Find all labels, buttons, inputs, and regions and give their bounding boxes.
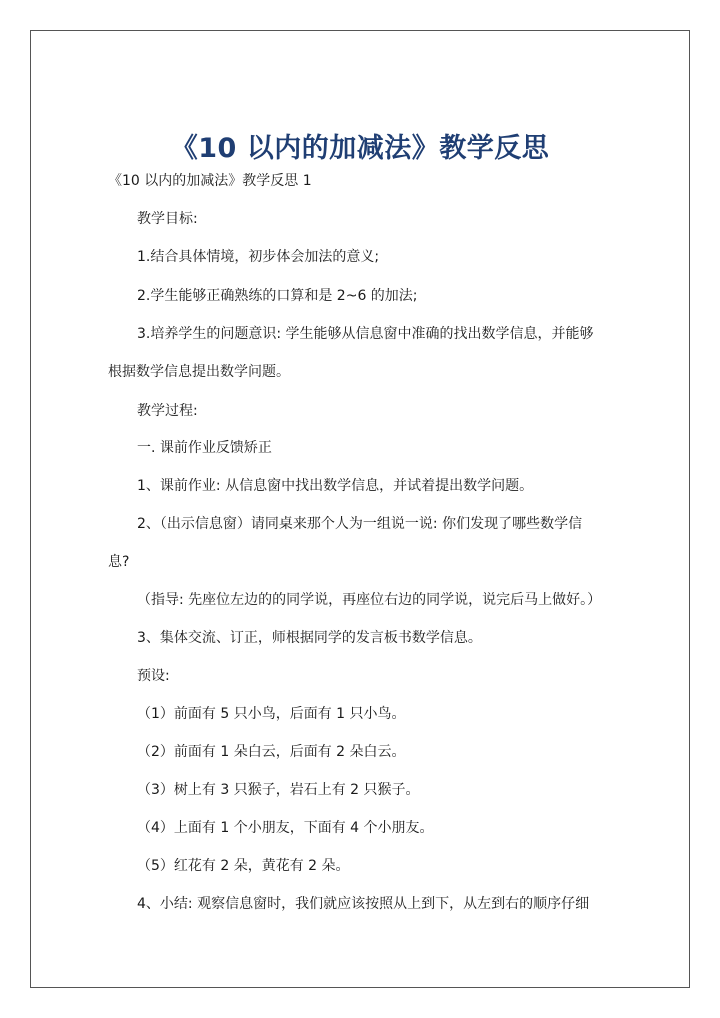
- paragraph: 4、小结: 观察信息窗时，我们就应该按照从上到下，从左到右的顺序仔细: [137, 896, 590, 912]
- paragraph: 1.结合具体情境，初步体会加法的意义;: [137, 249, 380, 265]
- list-item: （2）前面有 1 朵白云，后面有 2 朵白云。: [137, 744, 406, 760]
- paragraph: 预设:: [137, 668, 170, 684]
- paragraph: 3.培养学生的问题意识: 学生能够从信息窗中准确的找出数学信息，并能够: [137, 326, 594, 342]
- paragraph-continuation: 息?: [108, 554, 130, 570]
- paragraph-continuation: 根据数学信息提出数学问题。: [108, 364, 290, 380]
- list-item: （4）上面有 1 个小朋友，下面有 4 个小朋友。: [137, 820, 434, 836]
- list-item: （1）前面有 5 只小鸟，后面有 1 只小鸟。: [137, 706, 406, 722]
- paragraph: 一. 课前作业反馈矫正: [137, 440, 272, 456]
- section-heading: 《10 以内的加减法》教学反思 1: [108, 173, 312, 189]
- list-item: （3）树上有 3 只猴子，岩石上有 2 只猴子。: [137, 782, 420, 798]
- paragraph: （指导: 先座位左边的的同学说，再座位右边的同学说，说完后马上做好。）: [137, 592, 602, 608]
- paragraph: 教学目标:: [137, 211, 198, 227]
- document-title: 《10 以内的加减法》教学反思: [170, 133, 550, 164]
- list-item: （5）红花有 2 朵，黄花有 2 朵。: [137, 858, 350, 874]
- paragraph: 教学过程:: [137, 403, 198, 419]
- paragraph: 2.学生能够正确熟练的口算和是 2~6 的加法;: [137, 288, 418, 304]
- paragraph: 3、集体交流、订正，师根据同学的发言板书数学信息。: [137, 630, 482, 646]
- paragraph: 2、（出示信息窗）请同桌来那个人为一组说一说: 你们发现了哪些数学信: [137, 516, 583, 532]
- paragraph: 1、课前作业: 从信息窗中找出数学信息，并试着提出数学问题。: [137, 478, 534, 494]
